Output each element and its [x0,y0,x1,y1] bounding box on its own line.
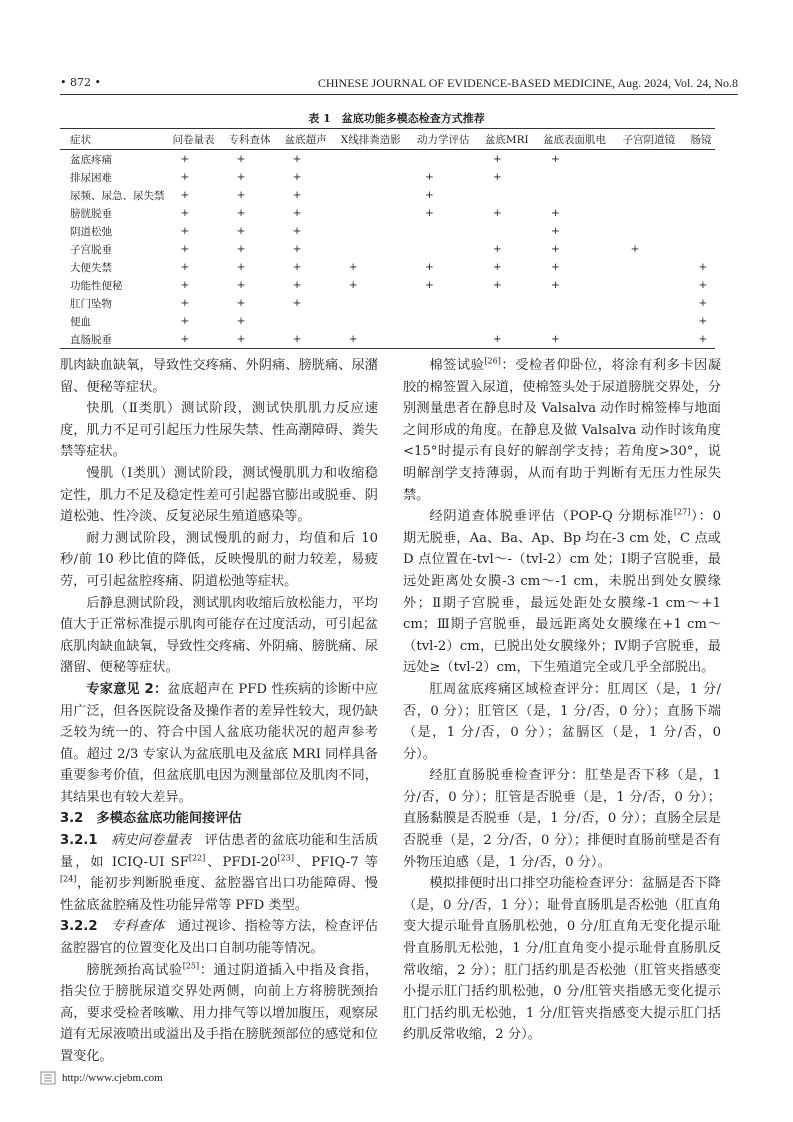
table-cell: + [550,207,560,219]
symptom-cell: 肛门坠物 [70,297,112,310]
text: 膀胱颈抬高试验 [86,962,183,978]
table-cell [615,258,683,276]
citation[interactable]: [24] [60,874,77,884]
paragraph [60,916,378,959]
journal-logo-icon [40,1070,56,1086]
table-header-row [60,129,715,150]
table-cell [333,150,409,169]
table-cell: + [630,243,640,255]
paragraph [403,355,721,506]
subsection-number: 3.2.1 [60,833,98,849]
table-cell: + [236,243,246,255]
subsection-title: 病史问卷量表 [111,833,192,849]
table-row [60,330,715,349]
table-cell [682,150,715,169]
table-cell: + [492,243,502,255]
paragraph: 后静息测试阶段，测试肌肉收缩后放松能力，平均值大于正常标准提示肌肉可能存在过度活动，可引起盆底肌肉缺血缺氧，导致性交疼痛、外阴痛、膀胱痛、尿潴留、便秘等症状。 [60,595,378,676]
col-header: 问卷量表 [165,129,221,150]
table-cell: + [550,225,560,237]
table-cell: + [180,315,190,327]
col-header: 盆底MRI [477,129,535,150]
symptom-cell: 功能性便秘 [70,279,123,292]
table-cell [615,222,683,240]
text: ，能初步判断脱垂度、盆腔器官出口功能障碍、慢性盆底盆腔痛及性功能异常等 PFD 类型。 [60,876,378,913]
table-cell [615,150,683,169]
table-row [60,276,715,294]
footer [40,1070,163,1086]
table-cell: + [292,189,302,201]
table-cell [409,150,477,169]
paragraph: 经肛直肠脱垂检查评分：肛垫是否下移（是，1 分/否，0 分）；肛管是否脱垂（是，1 分/否，0 分）；直肠黏膜是否脱垂（是，1 分/否，0 分）；直肠全层是否脱垂（是，2 分/否，0 分）；排便时直肠前壁是否有外物压迫感（是，1 分/否，0 分）。 [403,768,721,870]
table-cell: + [698,297,708,309]
symptom-cell: 尿频、尿急、尿失禁 [70,189,165,202]
table-cell: + [292,279,302,291]
table-cell: + [180,297,190,309]
expert-opinion-text: 盆底超声在 PFD 性疾病的诊断中应用广泛，但各医院设备及操作者的差异性较大，现仍缺乏较为统一的、符合中国人盆底功能状况的超声参考值。超过 2/3 专家认为盆底肌电及盆底 MRI 同样具备重要参考价值，但盆底肌电因为测量部位及肌肉不同，其结果也有较大差异。 [60,681,378,805]
table-cell [535,186,615,204]
table-cell [333,312,409,330]
col-header: 盆底超声 [277,129,333,150]
table-cell: + [492,279,502,291]
table-cell: + [292,207,302,219]
text: 经阴道查体脱垂评估（POP-Q 分期标准 [429,509,674,525]
table-cell [615,168,683,186]
table-cell [682,186,715,204]
table-cell: + [348,261,358,273]
table-cell [333,294,409,312]
text: 、PFDI-20 [205,854,278,870]
table-caption: 表 1 盆底功能多模态检查方式推荐 [308,112,485,125]
citation[interactable]: [27] [673,507,691,517]
header-rule [60,94,738,95]
symptom-cell: 阴道松弛 [70,225,112,238]
col-header: 动力学评估 [409,129,477,150]
table-cell: + [180,279,190,291]
expert-opinion-2 [60,679,378,809]
table-cell: + [292,171,302,183]
table-cell: + [550,279,560,291]
exam-recommendation-table [60,128,715,349]
table-cell: + [236,207,246,219]
paragraph: 肌肉缺血缺氧，导致性交疼痛、外阴痛、膀胱痛、尿潴留、便秘等症状。 [60,358,378,395]
table-cell: + [277,330,333,349]
table-cell [409,294,477,312]
table-cell: + [292,153,302,165]
table-cell [409,222,477,240]
table-cell [615,186,683,204]
subsection-title: 专科查体 [111,919,165,935]
section-heading-3-2: 3.2 多模态盆底功能间接评估 [60,811,242,827]
table-cell [477,312,535,330]
table-cell [409,330,477,349]
text: ：受检者仰卧位，将涂有利多卡因凝胶的棉签置入尿道，使棉签头处于尿道膀胱交界处，分别测量患者在静息时及 Valsalva 动作时棉签棒与地面之间形成的角度。在静息及做 Valsalva 动作时该角度<15°时提示有良好的解剖学支持；若角度>30°，说明解剖学支持薄弱，从而有助于判断有无压力性尿失禁。 [403,358,722,503]
table-cell [535,312,615,330]
table-cell: + [292,225,302,237]
table-cell [477,222,535,240]
text: 通过视诊、指检等方法，检查评估盆腔器官的位置变化及出口自制功能等情况。 [60,919,379,957]
paragraph [60,960,378,1068]
symptom-cell: 排尿困难 [70,171,112,184]
symptom-cell: 盆底疼痛 [70,153,112,166]
table-cell: + [477,330,535,349]
table-cell: + [424,207,434,219]
table-cell: + [221,330,277,349]
left-column [60,355,378,1068]
table-cell: + [236,279,246,291]
table-cell: + [698,261,708,273]
subsection-number: 3.2.2 [60,919,98,935]
table-cell: + [180,225,190,237]
expert-opinion-label: 专家意见 2： [86,681,168,697]
symptom-cell: 便血 [70,315,91,328]
table-cell: + [236,189,246,201]
table-cell: + [236,225,246,237]
table-row [60,312,715,330]
paragraph: 耐力测试阶段，测试慢肌的耐力，均值和后 10 秒/前 10 秒比值的降低，反映慢肌的耐力较差，易疲劳，可引起盆腔疼痛、阴道松弛等症状。 [60,530,378,589]
table-cell: + [236,315,246,327]
col-header: 子宫阴道镜 [615,129,683,150]
col-header: 肠镜 [682,129,715,150]
table-cell [682,204,715,222]
paragraph: 肛周盆底疼痛区域检查评分：肛周区（是，1 分/否，0 分）；肛管区（是，1 分/否，0 分）；直肠下端（是，1 分/否，0 分）；盆膈区（是，1 分/否，0 分）。 [403,681,721,762]
symptom-cell: 直肠脱垂 [60,330,165,349]
table-cell: + [180,153,190,165]
citation[interactable]: [23] [277,853,294,863]
table-cell: + [492,171,502,183]
table-cell: + [236,261,246,273]
col-header: X线排粪造影 [333,129,409,150]
table-cell: + [292,261,302,273]
table-cell: + [236,297,246,309]
table-cell: + [424,261,434,273]
table-cell: + [424,279,434,291]
symptom-cell: 大便失禁 [70,261,112,274]
table-cell: + [180,243,190,255]
table-cell: + [682,330,715,349]
table-cell: + [698,315,708,327]
paragraph: 快肌（Ⅱ类肌）测试阶段，测试快肌肌力反应速度，肌力不足可引起压力性尿失禁、性高潮障碍、粪失禁等症状。 [60,401,378,460]
text: ：通过阴道插入中指及食指，指尖位于膀胱尿道交界处两侧，向前上方将膀胱颈抬高，要求受检者咳嗽、用力排气等以增加腹压，观察尿道有无尿液喷出或溢出及手指在膀胱颈部位的感觉和位置变化。 [60,962,379,1064]
table-cell [682,168,715,186]
footer-url-link[interactable]: http://www.cjebm.com [62,1072,163,1084]
paragraph: 模拟排便时出口排空功能检查评分：盆膈是否下降（是，0 分/否，1 分）；耻骨直肠肌是否松弛（肛直角变大提示耻骨直肠肌松弛，0 分/肛直角无变化提示耻骨直肠肌无松弛，1 分/肛直角变小提示耻骨直肠肌反常收缩，2 分）；肛门括约肌是否松弛（肛管夹指感变小提示肛门括约肌松弛，0 分/肛管夹指感无变化提示肛门括约肌无松弛，1 分/肛管夹指感变大提示肛门括约肌反常收缩，2 分）。 [403,876,721,1043]
table-cell: + [424,189,434,201]
citation[interactable]: [26] [484,356,501,366]
table-row [60,240,715,258]
citation[interactable]: [22] [188,853,206,863]
table-cell: + [180,189,190,201]
table-cell [409,240,477,258]
table-row [60,168,715,186]
table-row [60,258,715,276]
table-cell: + [180,171,190,183]
table-cell [682,240,715,258]
right-column [403,355,721,1046]
table-cell: + [550,261,560,273]
table-cell [535,168,615,186]
text: 、PFIQ-7 等 [293,854,378,870]
table-cell [277,312,333,330]
table-cell [333,204,409,222]
paragraph [403,506,721,679]
table-cell: + [236,153,246,165]
table-cell: + [333,330,409,349]
table-cell [615,204,683,222]
table-cell [477,186,535,204]
table-cell [477,294,535,312]
table-cell [615,276,683,294]
col-header: 症状 [60,129,165,150]
citation[interactable]: [25] [182,961,200,971]
table-cell [333,240,409,258]
table-cell: + [180,207,190,219]
table-row [60,294,715,312]
table-cell [409,312,477,330]
table-cell [333,222,409,240]
table-cell: + [180,261,190,273]
table-cell: + [424,171,434,183]
table-row [60,186,715,204]
table-cell [333,186,409,204]
table-cell [615,312,683,330]
table-cell: + [550,153,560,165]
symptom-cell: 膀胱脱垂 [70,207,112,220]
table-cell: + [292,297,302,309]
text: ）：0 期无脱垂，Aa、Ba、Ap、Bp 均在-3 cm 处，C 点或 D 点位置在-tvl～-（tvl-2）cm 处；Ⅰ期子宫脱垂，最远处距离处女膜-3 cm～-1 cm，未脱出到处女膜缘外；Ⅱ期子宫脱垂，最远处距处女膜缘-1 cm～+1 cm；Ⅲ期子宫脱垂，最远距离处女膜缘在+1 cm～（tvl-2）cm，已脱出处女膜缘外；Ⅳ期子宫脱垂，最远处≥（tvl-2）cm，下生殖道完全或几乎全部脱出。 [403,509,721,676]
table-row [60,150,715,169]
table-cell [333,168,409,186]
table-row [60,204,715,222]
table-cell [682,222,715,240]
text: 棉签试验 [429,358,485,373]
col-header: 盆底表面肌电 [535,129,615,150]
table-cell [615,330,683,349]
paragraph [60,830,378,916]
table-cell: + [492,207,502,219]
text: 评估患者的盆底功能和生活质量，如 ICIQ-UI SF [60,833,379,870]
table-cell: + [698,279,708,291]
table-cell: + [492,261,502,273]
table-cell: + [348,279,358,291]
paragraph: 慢肌（Ⅰ类肌）测试阶段，测试慢肌肌力和收缩稳定性，肌力不足及稳定性差可引起器官膨出或脱垂、阴道松弛、性冷淡、反复泌尿生殖道感染等。 [60,465,378,525]
table-cell [615,294,683,312]
table-cell: + [165,330,221,349]
table-row [60,222,715,240]
table-cell: + [492,153,502,165]
symptom-cell: 子宫脱垂 [70,243,112,256]
table-cell [535,294,615,312]
table-cell: + [292,243,302,255]
journal-header: CHINESE JOURNAL OF EVIDENCE-BASED MEDICINE, Aug. 2024, Vol. 24, No.8 [317,76,738,90]
col-header: 专科查体 [221,129,277,150]
page-number: • 872 • [60,76,101,89]
table-cell: + [236,171,246,183]
table-cell: + [535,330,615,349]
table-cell: + [550,243,560,255]
